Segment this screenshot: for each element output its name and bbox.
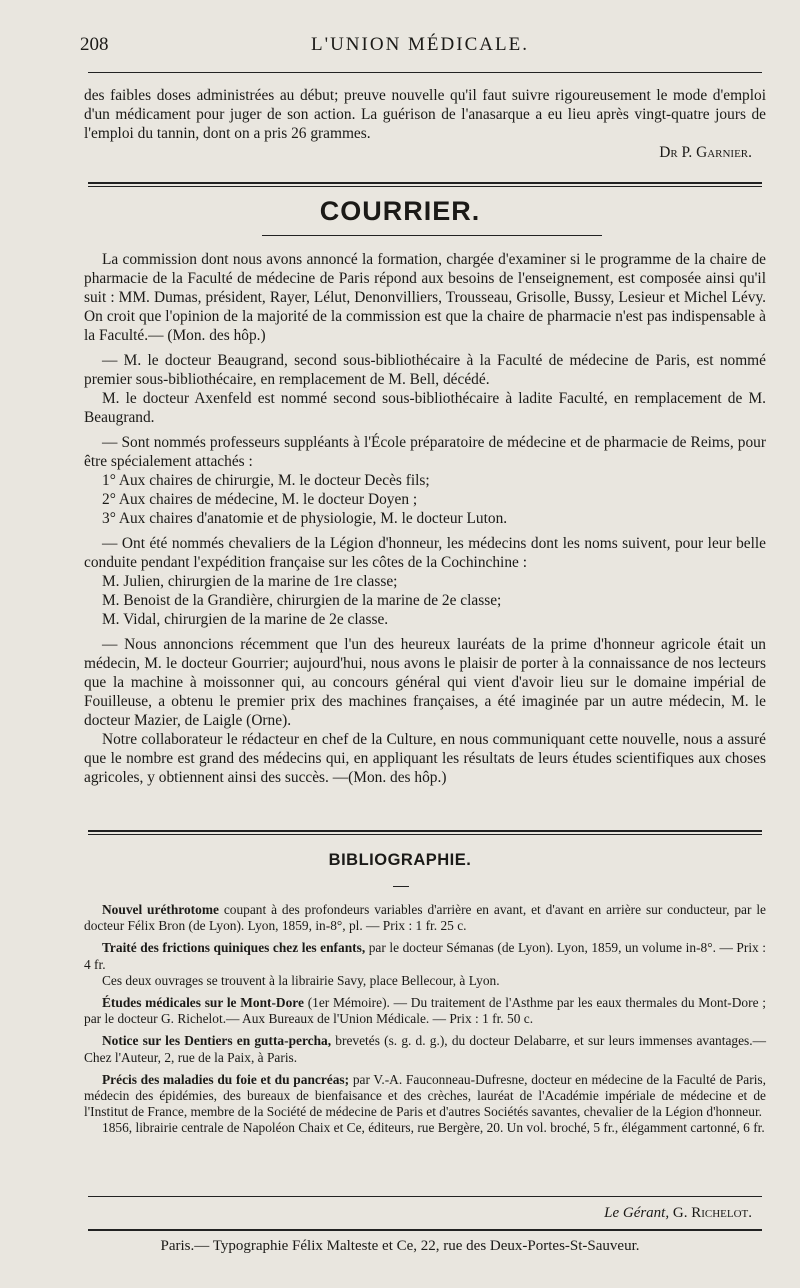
- printer-imprint: Paris.— Typographie Félix Malteste et Ce, 22, rue des Deux-Portes-St-Sauveur.: [160, 1238, 640, 1254]
- gerant-signature: [604, 1205, 752, 1222]
- courrier-section: [84, 250, 766, 787]
- intro-section: [84, 86, 766, 162]
- journal-title: L'UNION MÉDICALE.: [311, 34, 529, 55]
- page-header: [80, 34, 760, 64]
- page-number: 208: [80, 34, 109, 55]
- bibliographie-title: BIBLIOGRAPHIE.: [328, 851, 472, 869]
- courrier-list-item: 3° Aux chaires d'anatomie et de physiologie, M. le docteur Luton.: [102, 510, 508, 527]
- biblio-rule-bottom: [88, 834, 762, 835]
- biblio-entry-text: (1er Mémoire). — Du traitement de l'Asthme par les eaux thermales du Mont-Dore ; par le docteur G. Richelot.— Aux Bureaux de l'Union Médicale. — Prix : 1 fr. 50 c.: [84, 995, 766, 1027]
- biblio-entry-title: Précis des maladies du foie et du pancréas;: [102, 1071, 350, 1087]
- gerant-label: Le Gérant,: [604, 1205, 670, 1221]
- biblio-rule-top: [88, 830, 762, 832]
- biblio-entry-text: 1856, librairie centrale de Napoléon Chaix et Ce, éditeurs, rue Bergère, 20. Un vol. broché, 5 fr., élégamment cartonné, 6 fr.: [102, 1120, 765, 1136]
- courrier-paragraph: — M. le docteur Beaugrand, second sous-bibliothécaire à la Faculté de médecine de Paris, est nommé premier sous-bibliothécaire, en remplacement de M. Bell, décédé.: [84, 352, 766, 388]
- courrier-paragraph: Notre collaborateur le rédacteur en chef de la Culture, en nous communiquant cette nouvelle, nous a assuré que le nombre est grand des médecins qui, en appliquant les résultats de leurs études scientifiques aux choses agricoles, y obtiennent ainsi des succès. —(Mon. des hôp.): [84, 731, 766, 786]
- biblio-entry-text: brevetés (s. g. d. g.), du docteur Delabarre, et sur leurs immenses avantages.— Chez l'Auteur, 2, rue de la Paix, à Paris.: [84, 1033, 766, 1065]
- biblio-entry: [84, 1033, 766, 1065]
- biblio-entry-text: par le docteur Sémanas (de Lyon). Lyon, 1859, un volume in-8°. — Prix : 4 fr.: [84, 940, 767, 972]
- biblio-entry-text: coupant à des profondeurs variables d'arrière en avant, et d'avant en arrière sur conducteur, par le docteur Félix Bron (de Lyon). Lyon, 1859, in-8°, pl. — Prix : 1 fr. 25 c.: [84, 902, 766, 934]
- courrier-list-item: 1° Aux chaires de chirurgie, M. le docteur Decès fils;: [102, 472, 430, 489]
- courrier-paragraph: La commission dont nous avons annoncé la formation, chargée d'examiner si le programme de la chaire de pharmacie de la Faculté de médecine de Paris répond aux besoins de l'enseignement, est composée ainsi qu'il suit : MM. Dumas, président, Rayer, Lélut, Denonvilliers, Trousseau, Grisolle, Bussy, Lesieur et Michel Lévy. On croit que l'opinion de la majorité de la commission est que la chaire de pharmacie n'est pas indispensable à la Faculté.— (Mon. des hôp.): [84, 251, 766, 344]
- footer-rule-bottom: [88, 1229, 762, 1231]
- gerant-name: G. Richelot.: [672, 1205, 752, 1221]
- header-rule: [88, 72, 762, 73]
- biblio-entry-title: Nouvel uréthrotome: [102, 902, 219, 917]
- biblio-entry: [84, 1072, 766, 1121]
- courrier-list-item: 2° Aux chaires de médecine, M. le docteur Doyen ;: [102, 491, 418, 508]
- biblio-entry-title: Notice sur les Dentiers en gutta-percha,: [102, 1033, 332, 1049]
- intro-signature: Dr P. Garnier.: [659, 144, 752, 161]
- courrier-title-underline: [262, 235, 602, 236]
- footer-rule-top: [88, 1196, 762, 1197]
- section-rule-bottom: [88, 186, 762, 187]
- biblio-entry: [84, 973, 766, 989]
- biblio-entry-text: Ces deux ouvrages se trouvent à la librairie Savy, place Bellecour, à Lyon.: [102, 972, 500, 988]
- biblio-entry-title: Traité des frictions quiniques chez les enfants,: [102, 940, 366, 956]
- biblio-entry: [84, 995, 766, 1027]
- courrier-list-item: M. Vidal, chirurgien de la marine de 2e classe.: [102, 611, 389, 628]
- courrier-list-item: M. Julien, chirurgien de la marine de 1re classe;: [102, 573, 398, 590]
- courrier-list-item: M. Benoist de la Grandière, chirurgien de la marine de 2e classe;: [102, 592, 502, 609]
- courrier-paragraph: — Sont nommés professeurs suppléants à l'École préparatoire de médecine et de pharmacie de Reims, pour être spécialement attachés :: [84, 434, 766, 470]
- biblio-entry: [84, 940, 766, 972]
- courrier-paragraph: M. le docteur Axenfeld est nommé second sous-bibliothécaire à ladite Faculté, en remplacement de M. Beaugrand.: [84, 390, 766, 426]
- section-rule-top: [88, 182, 762, 184]
- biblio-entry: [84, 1120, 766, 1136]
- biblio-entry-text: par V.-A. Fauconneau-Dufresne, docteur en médecine de la Faculté de Paris, médecin des épidémies, des bureaux de bienfaisance et des crèches, lauréat de l'Académie impériale de médecine et de l'Institut de France, membre de la Société de médecine de Paris et d'autres Sociétés savantes, chevalier de la Légion d'honneur.: [84, 1071, 766, 1120]
- intro-paragraph: des faibles doses administrées au début; preuve nouvelle qu'il faut suivre rigoureusement le mode d'emploi d'un médicament pour juger de son action. La guérison de l'anasarque a eu lieu après vingt-quatre jours de l'emploi du tannin, dont on a pris 26 grammes.: [84, 87, 766, 142]
- biblio-title-dash: [393, 886, 409, 887]
- biblio-entry: [84, 902, 766, 934]
- courrier-paragraph: — Ont été nommés chevaliers de la Légion d'honneur, les médecins dont les noms suivent, pour leur belle conduite pendant l'expédition française sur les côtes de la Cochinchine :: [84, 535, 766, 571]
- bibliographie-section: [84, 902, 766, 1137]
- courrier-paragraph: — Nous annoncions récemment que l'un des heureux lauréats de la prime d'honneur agricole était un médecin, M. le docteur Gourrier; aujourd'hui, nous avons le plaisir de porter à la connaissance de nos lecteurs que la machine à moissonner qui, au concours général qui vient d'avoir lieu sur le domaine impérial de Fouilleuse, a obtenu le premier prix des machines françaises, a été imaginée par un autre médecin, M. le docteur Mazier, de Laigle (Orne).: [84, 636, 766, 729]
- courrier-title: COURRIER.: [319, 196, 481, 226]
- biblio-entry-title: Études médicales sur le Mont-Dore: [102, 995, 304, 1011]
